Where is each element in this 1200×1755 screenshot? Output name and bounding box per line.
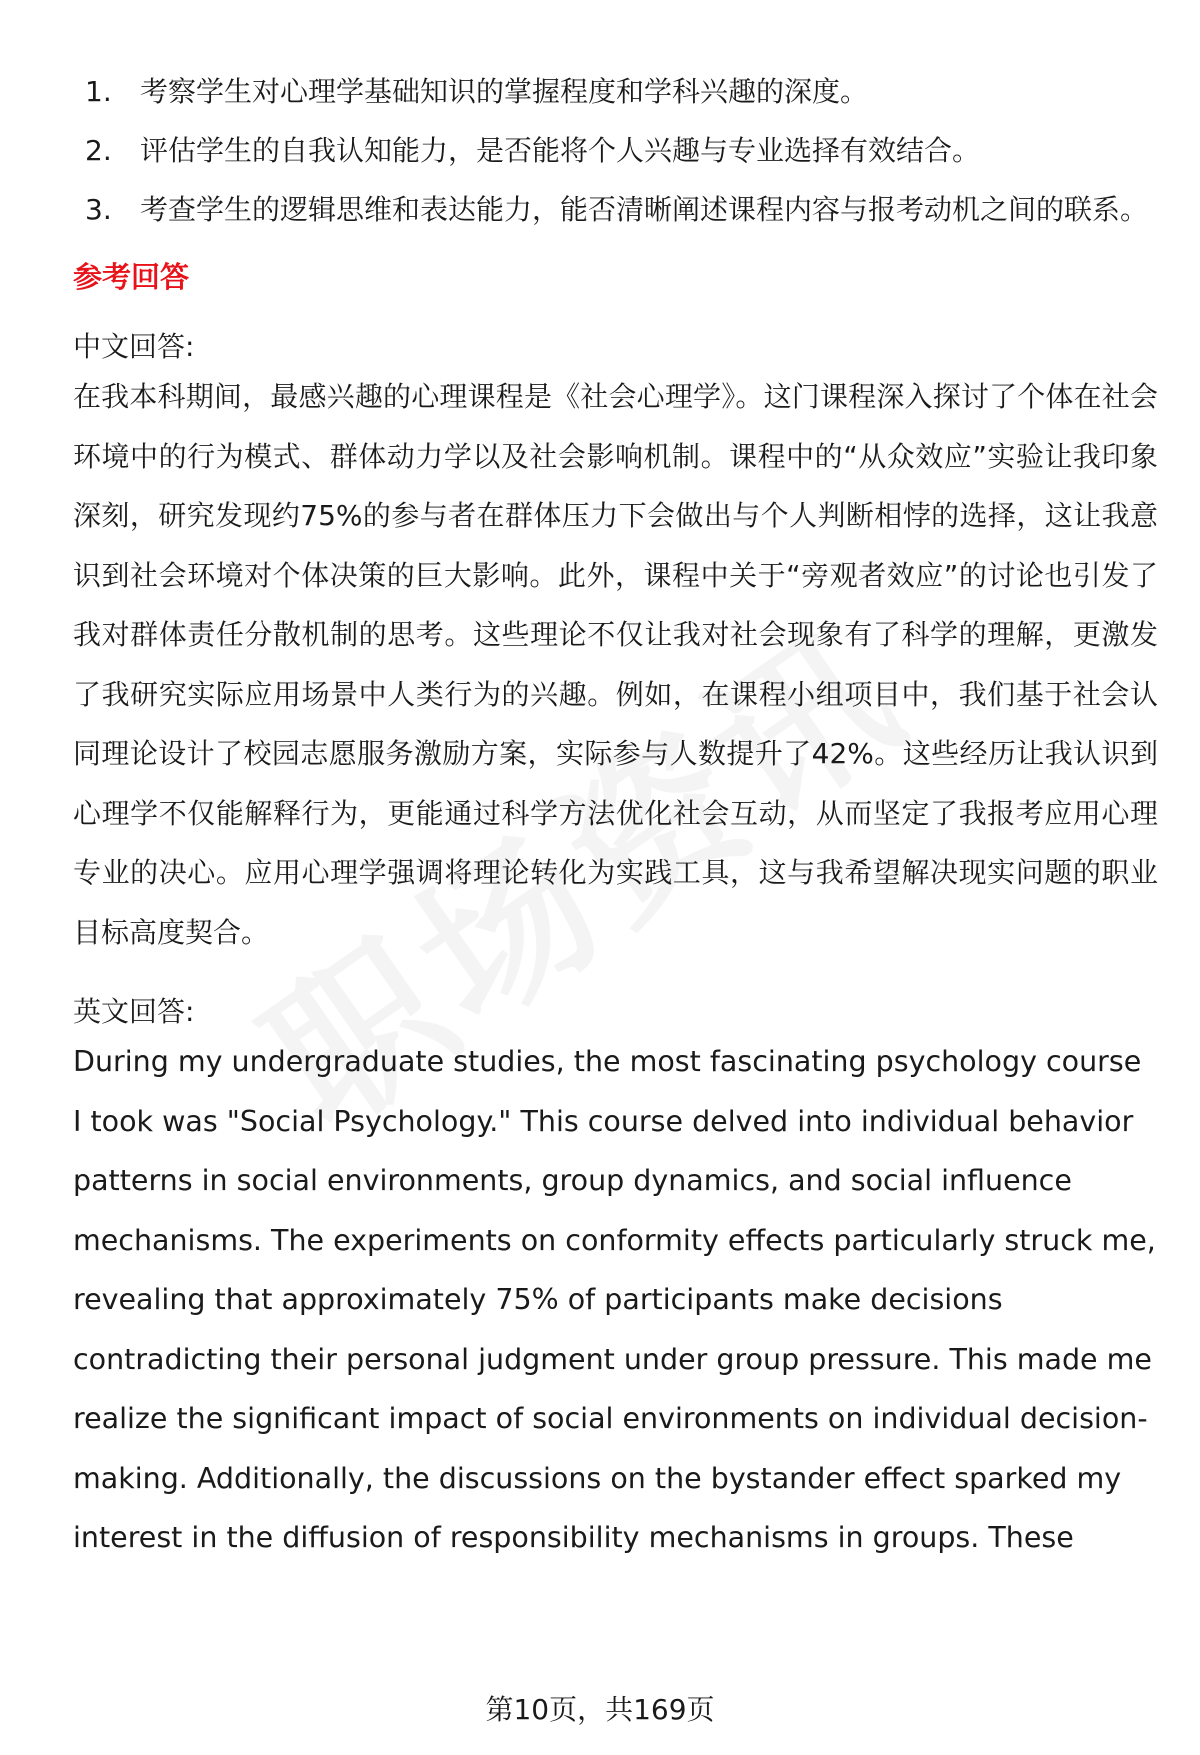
list-item-number: 2. xyxy=(85,134,112,167)
chinese-answer-text: 在我本科期间，最感兴趣的心理课程是《社会心理学》。这门课程深入探讨了个体在社会环境中的行为模式、群体动力学以及社会影响机制。课程中的“从众效应”实验让我印象深刻，研究发现约75%的参与者在群体压力下会做出与个人判断相悖的选择，这让我意识到社会环境对个体决策的巨大影响。此外，课程中关于“旁观者效应”的讨论也引发了我对群体责任分散机制的思考。这些理论不仅让我对社会现象有了科学的理解，更激发了我研究实际应用场景中人类行为的兴趣。例如，在课程小组项目中，我们基于社会认同理论设计了校园志愿服务激励方案，实际参与人数提升了42%。这些经历让我认识到心理学不仅能解释行为，更能通过科学方法优化社会互动，从而坚定了我报考应用心理专业的决心。应用心理学强调将理论转化为实践工具，这与我希望解决现实问题的职业目标高度契合。 xyxy=(73,380,1158,949)
list-item-text: 考察学生对心理学基础知识的掌握程度和学科兴趣的深度。 xyxy=(140,75,869,108)
page-content xyxy=(73,62,1158,1568)
criteria-list xyxy=(73,62,1158,239)
english-answer-label: 英文回答: xyxy=(73,995,195,1028)
list-item-number: 3. xyxy=(85,193,112,226)
chinese-answer-label: 中文回答: xyxy=(73,330,195,363)
list-item xyxy=(73,121,1158,180)
list-item-text: 评估学生的自我认知能力，是否能将个人兴趣与专业选择有效结合。 xyxy=(140,134,981,167)
list-item xyxy=(73,180,1158,239)
list-item-number: 1. xyxy=(85,75,112,108)
list-item xyxy=(73,62,1158,121)
english-answer-text: During my undergraduate studies, the most fascinating psychology course I took was "Social Psychology." This course delved into individual behavior patterns in social environments, group dynamics, and social influence mechanisms. The experiments on conformity effects particularly struck me, revealing that approximately 75% of participants make decisions contradicting their personal judgment under group pressure. This made me realize the significant impact of social environments on individual decision-making. Additionally, the discussions on the bystander effect sparked my interest in the diffusion of responsibility mechanisms in groups. These xyxy=(73,1045,1156,1554)
reference-answer-heading: 参考回答 xyxy=(73,260,190,294)
page-number-footer: 第10页，共169页 xyxy=(485,1693,715,1726)
list-item-text: 考查学生的逻辑思维和表达能力，能否清晰阐述课程内容与报考动机之间的联系。 xyxy=(140,193,1149,226)
